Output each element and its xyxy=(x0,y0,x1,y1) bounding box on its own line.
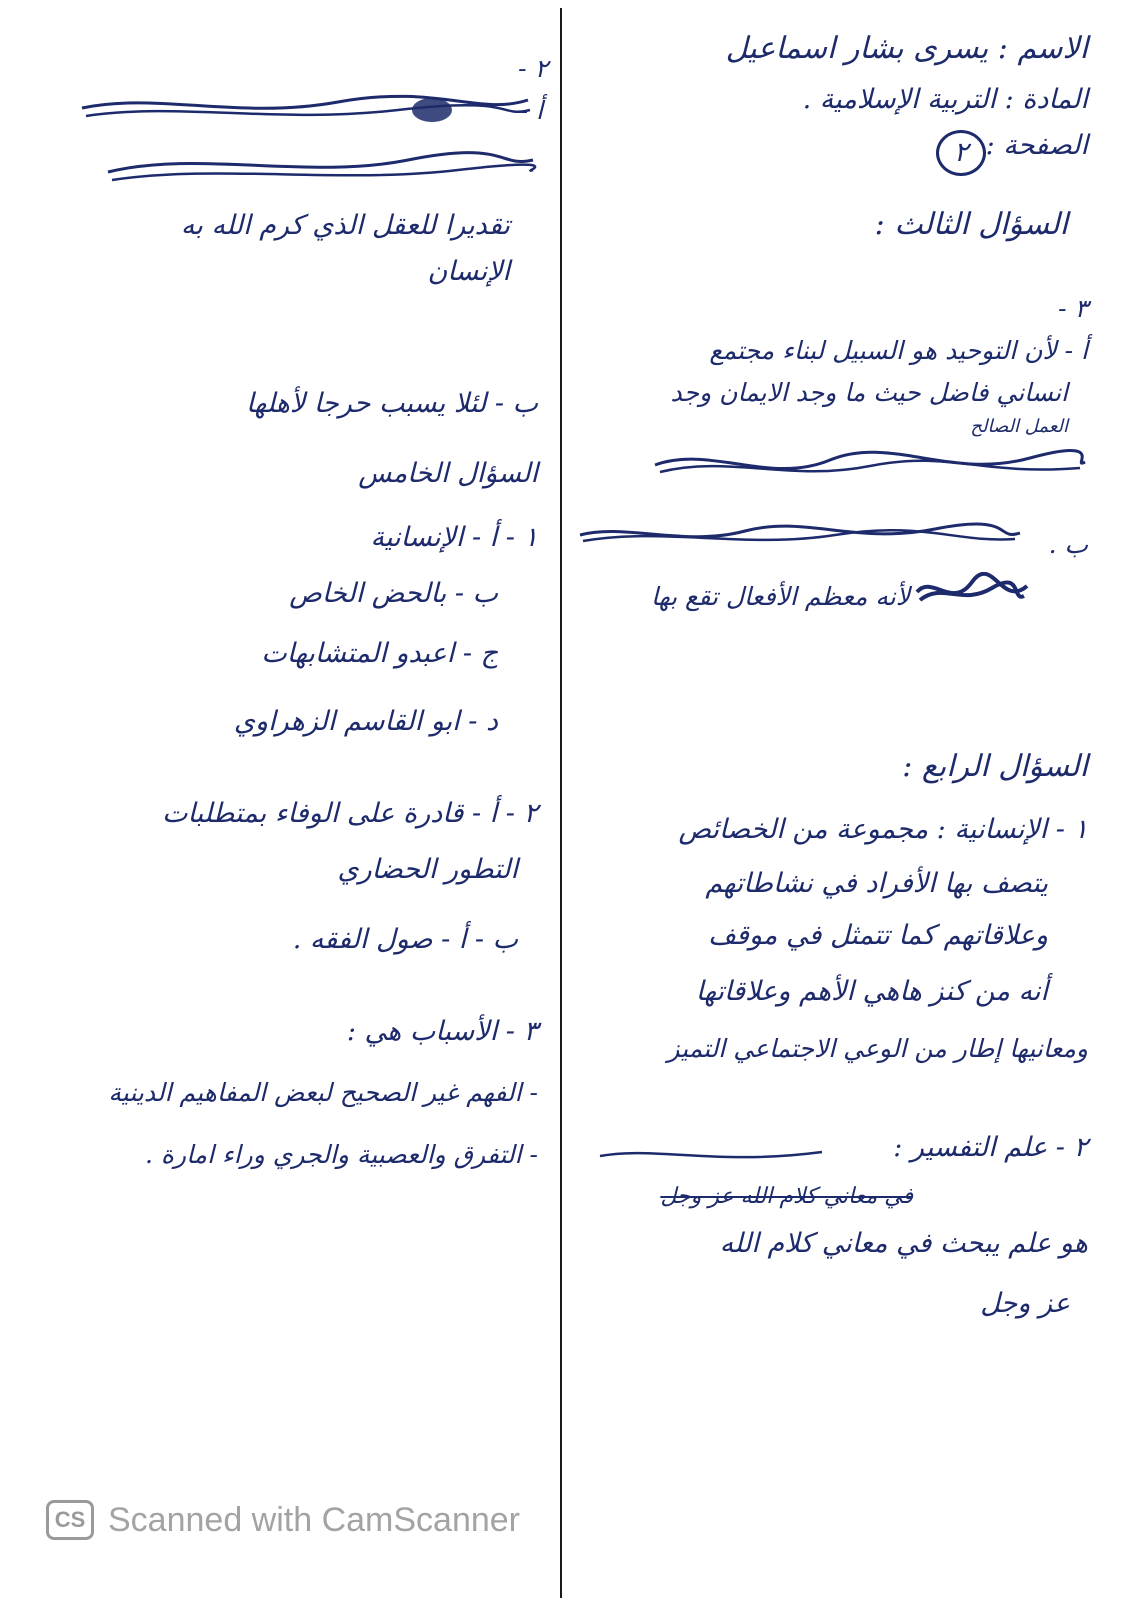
q4-1-line2: يتصف بها الأفراد في نشاطاتهم xyxy=(705,868,1048,899)
camscanner-logo-text: CS xyxy=(54,1507,86,1532)
q5-3-title: ٣ - الأسباب هي : xyxy=(346,1016,538,1047)
camscanner-watermark xyxy=(46,1500,520,1540)
camscanner-text: Scanned with CamScanner xyxy=(108,1500,521,1539)
q5-title: السؤال الخامس xyxy=(358,458,538,489)
scribble-cross-out xyxy=(575,515,1025,555)
scribble-cross-out xyxy=(78,80,538,190)
q5-3-item2: - التفرق والعصبية والجري وراء امارة . xyxy=(145,1140,538,1169)
q5-2b: ب - أ - صول الفقه . xyxy=(292,924,518,955)
q5-2a-line2: التطور الحضاري xyxy=(337,854,518,885)
q4-2-line3: هو علم يبحث في معاني كلام الله xyxy=(719,1228,1088,1259)
q5-3-item1: - الفهم غير الصحيح لبعض المفاهيم الدينية xyxy=(108,1078,538,1107)
column-divider xyxy=(560,8,562,1598)
q3-b-answer: لأنه معظم الأفعال تقع بها xyxy=(650,582,910,611)
q2-b: ب - لئلا يسبب حرجا لأهلها xyxy=(246,388,538,419)
q5-1b: ب - بالحض الخاص xyxy=(289,578,498,609)
page-number-circle xyxy=(936,130,986,176)
q2-a-line2: الإنسان xyxy=(427,256,510,287)
q3-a-line3: العمل الصالح xyxy=(970,416,1068,437)
q4-1-line5: ومعانيها إطار من الوعي الاجتماعي التميز xyxy=(667,1034,1088,1063)
camscanner-logo xyxy=(46,1500,94,1540)
q4-1-line4: أنه من كنز هاهي الأهم وعلاقاتها xyxy=(695,976,1048,1007)
page-number: ٢ xyxy=(953,137,969,168)
scribble-cross-out xyxy=(650,440,1090,490)
q5-1c: ج - اعبدو المتشابهات xyxy=(261,638,498,669)
q5-1a: ١ - أ - الإنسانية xyxy=(370,522,538,553)
scribble-cross-out xyxy=(596,1140,826,1170)
q4-title: السؤال الرابع : xyxy=(902,749,1088,784)
q3-b-label: ب . xyxy=(1048,530,1088,559)
q4-2-line2: في معاني كلام الله عز وجل xyxy=(660,1184,913,1209)
q4-2-line1: ٢ - علم التفسير : xyxy=(893,1132,1088,1163)
q2-number: ٢ - xyxy=(518,54,548,83)
page-label: الصفحة : xyxy=(985,130,1088,161)
q3-number: ٣ - xyxy=(1058,294,1088,323)
q4-1-line1: ١ - الإنسانية : مجموعة من الخصائص xyxy=(678,814,1088,845)
scribble-blot xyxy=(912,572,1032,612)
q5-2a-line1: ٢ - أ - قادرة على الوفاء بمتطلبات xyxy=(162,798,538,829)
q5-1d: د - ابو القاسم الزهراوي xyxy=(233,706,498,737)
student-name: الاسم : يسرى بشار اسماعيل xyxy=(725,31,1088,66)
subject-line: المادة : التربية الإسلامية . xyxy=(802,84,1088,115)
q4-1-line3: وعلاقاتهم كما تتمثل في موقف xyxy=(708,920,1048,951)
q4-2-line4: عز وجل xyxy=(980,1288,1070,1319)
q3-title: السؤال الثالث : xyxy=(874,207,1068,242)
q2-a-label: أ - xyxy=(519,96,543,125)
q3-a-line1: أ - لأن التوحيد هو السبيل لبناء مجتمع xyxy=(709,336,1088,365)
q2-a-line1: تقديرا للعقل الذي كرم الله به xyxy=(180,210,510,241)
q3-a-line2: انساني فاضل حيث ما وجد الايمان وجد xyxy=(670,378,1068,407)
